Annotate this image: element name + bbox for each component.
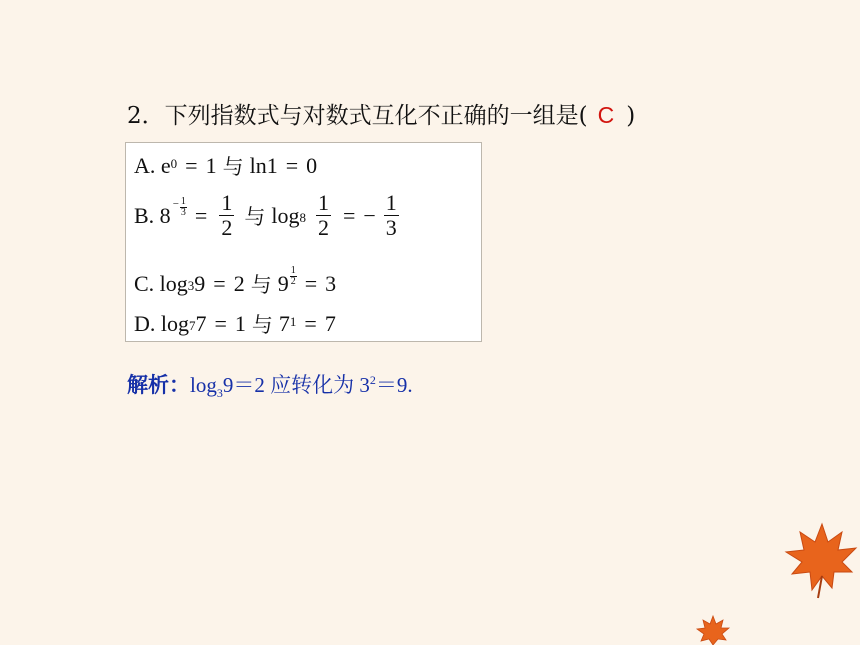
answer-letter: C	[597, 102, 615, 128]
question-number: 2．	[127, 103, 165, 129]
analysis-text1: 9＝2 应转化为 3	[222, 373, 370, 397]
option-a-val1: 1	[205, 153, 217, 178]
question-stem: 下列指数式与对数式互化不正确的一组是(	[164, 103, 588, 129]
option-d-base: 7	[189, 318, 196, 333]
option-c-exp-num: 1	[290, 264, 296, 276]
maple-leaf-large-icon	[782, 520, 860, 600]
option-b-conj: 与	[244, 204, 266, 229]
option-b-frac1	[219, 191, 234, 240]
option-b	[134, 191, 403, 240]
option-c-eq2: =	[304, 271, 318, 296]
question-line	[127, 100, 635, 131]
option-a-exp: 0	[170, 156, 178, 171]
option-b-eq1: =	[194, 202, 208, 228]
option-b-frac2-num: 1	[317, 190, 329, 215]
option-b-frac3-den: 3	[385, 215, 397, 240]
option-b-exp-frac	[180, 197, 187, 218]
option-d-val1: 1	[234, 311, 246, 336]
analysis-log-base: 3	[216, 386, 223, 401]
option-d	[134, 309, 336, 339]
option-b-exp-num: 1	[180, 196, 186, 207]
option-a-expr2: ln1	[249, 153, 278, 178]
question-close-paren: )	[626, 103, 636, 129]
option-b-label: B. 8	[134, 202, 171, 228]
option-a-eq1: =	[185, 153, 198, 178]
analysis-label: 解析：	[127, 373, 190, 397]
option-c-label: C. log	[134, 271, 188, 296]
option-b-exp-sign: −	[172, 197, 179, 210]
option-a-conj: 与	[222, 155, 244, 179]
option-c-exp-frac	[290, 266, 297, 287]
option-b-frac2	[316, 191, 331, 240]
analysis-text2: ＝9.	[375, 373, 413, 397]
option-d-label: D. log	[134, 311, 189, 336]
option-a-eq2: =	[285, 153, 299, 178]
analysis-line	[127, 369, 413, 401]
maple-leaf-small-icon	[695, 614, 731, 645]
option-d-conj: 与	[251, 313, 273, 337]
option-c-val1: 2	[233, 271, 245, 296]
option-b-log-base: 8	[299, 209, 306, 225]
option-c-base: 3	[187, 278, 195, 293]
option-a-val2: 0	[306, 153, 318, 178]
option-b-frac3-num: 1	[385, 190, 397, 215]
option-d-val2: 7	[324, 311, 336, 336]
option-d-pow-base: 7	[278, 311, 290, 336]
option-a	[134, 151, 317, 181]
option-d-eq2: =	[304, 311, 317, 336]
option-c-exp-den: 2	[290, 275, 296, 287]
options-box	[125, 142, 482, 342]
option-a-label: A. e	[134, 153, 171, 178]
option-c	[134, 264, 337, 299]
analysis-log: log	[190, 373, 217, 397]
analysis-exp: 2	[369, 373, 376, 387]
option-b-frac1-num: 1	[221, 190, 233, 215]
option-b-exp-den: 3	[180, 207, 186, 218]
option-b-frac2-den: 2	[317, 215, 329, 240]
option-b-frac1-den: 2	[221, 215, 233, 240]
option-b-log: log	[271, 202, 300, 228]
option-c-pow-base: 9	[277, 271, 289, 296]
option-d-eq1: =	[214, 311, 227, 336]
option-b-eq2: =	[342, 202, 356, 228]
option-b-neg: −	[363, 202, 376, 228]
option-c-eq1: =	[213, 271, 226, 296]
option-b-frac3	[384, 191, 399, 240]
option-c-val2: 3	[325, 271, 337, 296]
option-d-arg: 7	[195, 311, 207, 336]
option-c-conj: 与	[250, 273, 272, 297]
option-c-arg: 9	[194, 271, 206, 296]
option-d-exp: 1	[289, 314, 297, 329]
